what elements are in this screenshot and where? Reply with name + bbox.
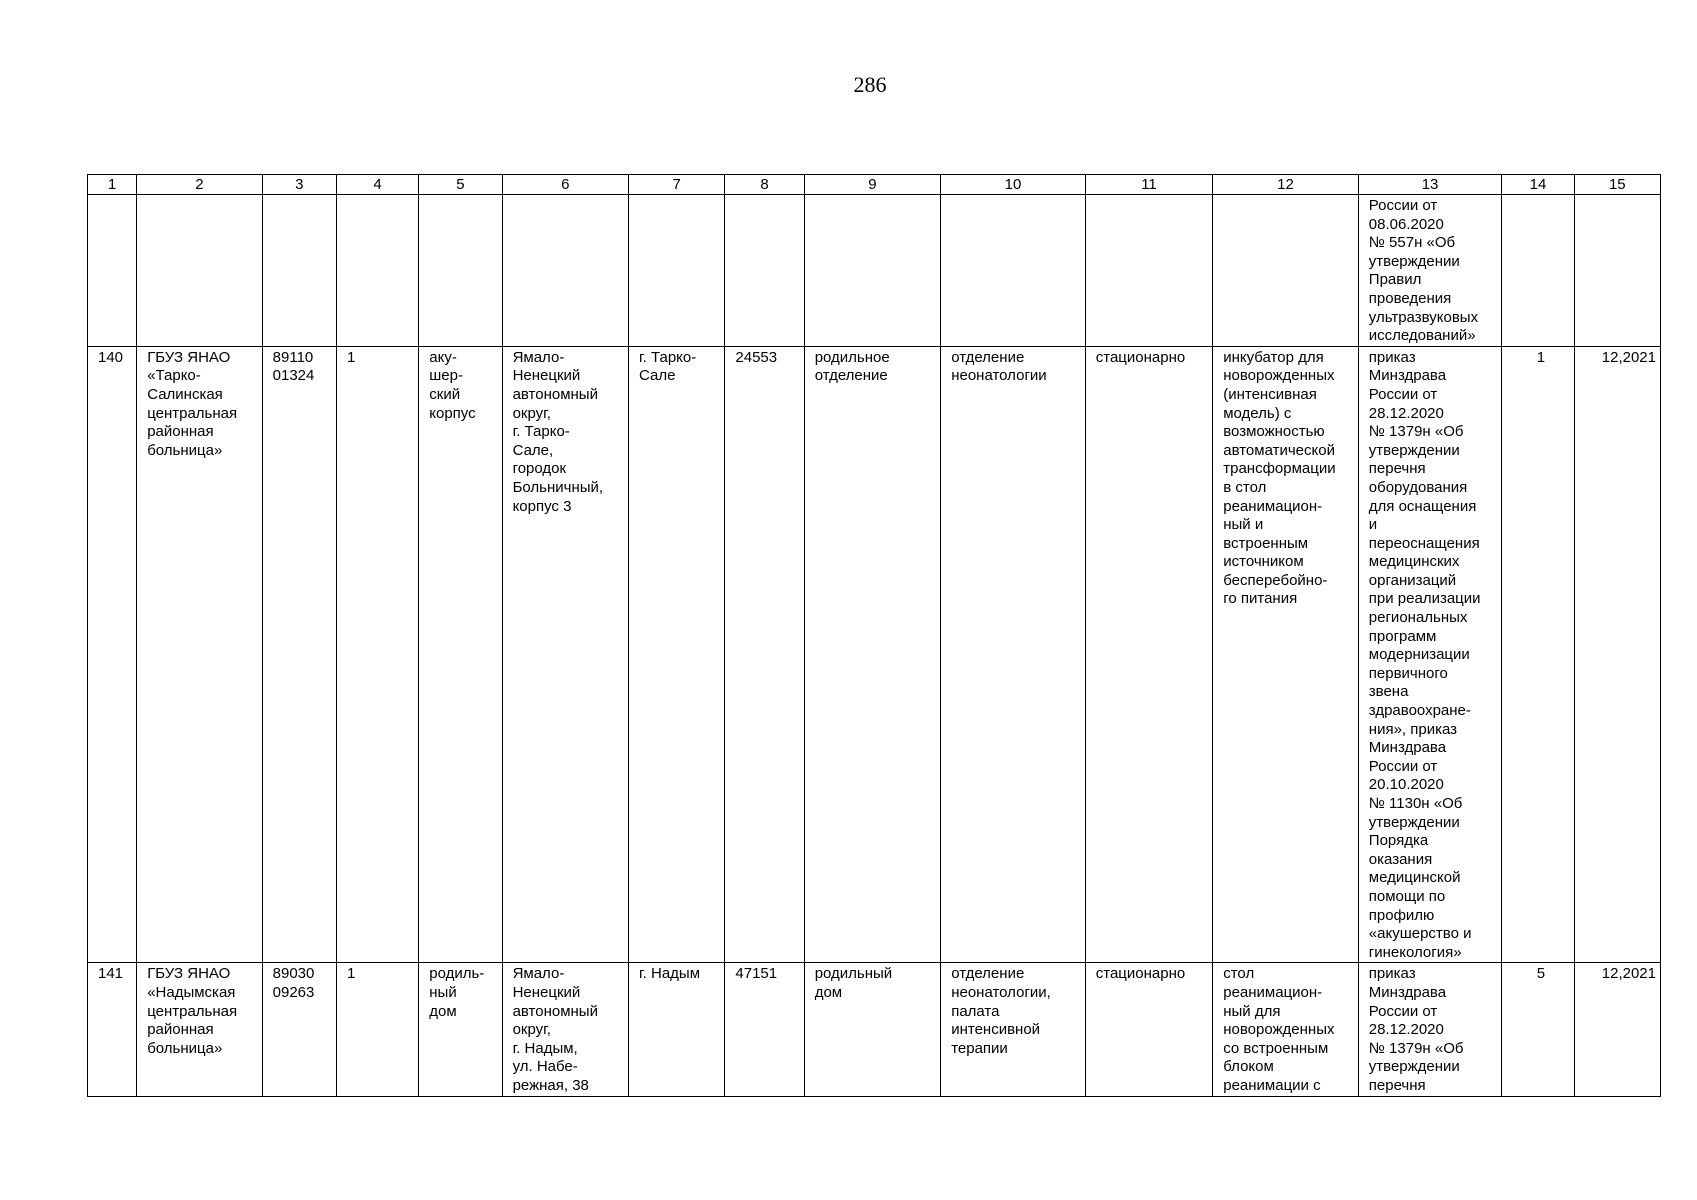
cell-text-line: реанимации с (1223, 1076, 1321, 1094)
table-cell-col-4 (336, 346, 418, 963)
cell-text-line: 24553 (735, 348, 778, 366)
cell-text-line: ГБУЗ ЯНАО (147, 348, 231, 366)
column-header: 7 (629, 175, 725, 195)
cell-text-line: организаций (1368, 571, 1457, 589)
cell-text-line: приказ (1368, 965, 1416, 983)
table-cell-col-15 (1574, 346, 1660, 963)
cell-text-line: утверждении (1368, 441, 1460, 459)
table-cell-col-13 (1358, 346, 1502, 963)
cell-text-line: профилю (1368, 906, 1435, 924)
column-header: 1 (88, 175, 137, 195)
cell-text-line: медицинской (1368, 869, 1461, 887)
cell-text-line: 12,2021 (1601, 965, 1656, 983)
cell-text-line: отделение (951, 348, 1025, 366)
cell-text-line: 1 (346, 348, 356, 366)
cell-text-line: модернизации (1368, 646, 1470, 664)
cell-text-line: неонатологии, (951, 983, 1051, 1001)
table-cell-col-6 (502, 963, 628, 1096)
table-row (88, 963, 1661, 1096)
cell-text-line: ния», приказ (1368, 720, 1458, 738)
cell-text-line: автономный (512, 385, 598, 403)
cell-text-line: автономный (512, 1002, 598, 1020)
column-header: 4 (336, 175, 418, 195)
table-cell-col-4 (336, 195, 418, 347)
cell-text-line: Минздрава (1368, 739, 1447, 757)
cell-text-line: неонатологии (951, 367, 1047, 385)
table-cell-col-12 (1213, 346, 1359, 963)
table-row (88, 195, 1661, 347)
cell-text-line: 20.10.2020 (1368, 776, 1444, 794)
cell-text-line: программ (1368, 627, 1437, 645)
table-cell-col-10 (941, 346, 1086, 963)
table-cell-col-12 (1213, 963, 1359, 1096)
cell-text-line: 141 (98, 965, 124, 983)
cell-text-line: центральная (147, 404, 238, 422)
cell-text-line: региональных (1368, 609, 1468, 627)
cell-text-line: отделение (814, 367, 888, 385)
column-header: 13 (1358, 175, 1502, 195)
cell-text-line: родильный (814, 965, 893, 983)
cell-text-line: утверждении (1368, 1058, 1460, 1076)
table-cell-col-13 (1358, 963, 1502, 1096)
cell-text-line: встроенным (1223, 534, 1309, 552)
cell-text-line: районная (147, 1021, 214, 1039)
cell-text-line: модель) с (1223, 404, 1292, 422)
table-cell-col-6 (502, 195, 628, 347)
cell-text-line: Минздрава (1368, 367, 1447, 385)
cell-text-line: городок (512, 460, 567, 478)
cell-text-line: со встроенным (1223, 1039, 1329, 1057)
cell-text-line: 28.12.2020 (1368, 1021, 1444, 1039)
cell-text-line: блоком (1223, 1058, 1274, 1076)
cell-text-line: районная (147, 423, 214, 441)
cell-text-line: № 1130н «Об (1368, 795, 1463, 812)
cell-text-line: проведения (1368, 289, 1452, 307)
cell-text-line: 12,2021 (1601, 348, 1656, 366)
column-header: 6 (502, 175, 628, 195)
cell-text-line: отделение (951, 965, 1025, 983)
table-cell-col-1 (88, 963, 137, 1096)
table-cell-col-15 (1574, 195, 1660, 347)
cell-text-line: корпус (429, 404, 476, 422)
cell-text-line: реанимацион- (1223, 497, 1323, 515)
cell-text-line: Сале (639, 367, 676, 385)
cell-text-line: 1 (1536, 348, 1546, 366)
cell-text-line: ный (429, 983, 457, 1001)
column-number-header-row (88, 175, 1661, 195)
cell-text-line: г. Надым, (512, 1039, 578, 1057)
cell-text-line: больница» (147, 441, 223, 459)
cell-text-line: № 1379н «Об (1368, 1039, 1464, 1057)
table-cell-col-9 (804, 963, 941, 1096)
cell-text-line: палата (951, 1002, 1000, 1020)
table-cell-col-9 (804, 346, 941, 963)
cell-text-line: России от (1368, 757, 1438, 775)
cell-text-line: го питания (1223, 590, 1298, 608)
cell-text-line: России от (1368, 1002, 1438, 1020)
cell-text-line: стационарно (1095, 348, 1186, 366)
table-cell-col-3 (262, 195, 336, 347)
cell-text-line: дом (429, 1002, 457, 1020)
table-body (88, 195, 1661, 1097)
cell-text-line: режная, 38 (512, 1076, 589, 1094)
cell-text-line: бесперебойно- (1223, 571, 1328, 589)
cell-text-line: родильное (814, 348, 890, 366)
cell-text-line: перечня (1368, 460, 1426, 478)
cell-text-line: корпус 3 (512, 497, 572, 515)
cell-text-line: интенсивной (951, 1021, 1041, 1039)
cell-text-line: (интенсивная (1223, 385, 1317, 403)
cell-text-line: «Тарко- (147, 367, 201, 385)
column-header: 15 (1574, 175, 1660, 195)
cell-text-line: № 1379н «Об (1368, 423, 1464, 441)
table-cell-col-10 (941, 195, 1086, 347)
column-header: 12 (1213, 175, 1359, 195)
cell-text-line: утверждении (1368, 252, 1460, 270)
cell-text-line: «акушерство и (1368, 925, 1472, 943)
cell-text-line: шер- (429, 367, 463, 385)
cell-text-line: Минздрава (1368, 983, 1447, 1001)
column-header: 9 (804, 175, 941, 195)
table-cell-col-2 (137, 195, 262, 347)
cell-text-line: реанимацион- (1223, 983, 1323, 1001)
table-cell-col-8 (725, 195, 804, 347)
cell-text-line: 09263 (272, 983, 315, 1001)
cell-text-line: родиль- (429, 965, 485, 983)
cell-text-line: округ, (512, 404, 551, 422)
cell-text-line: 89110 (272, 348, 314, 366)
cell-text-line: 1 (346, 965, 356, 983)
cell-text-line: 08.06.2020 (1368, 215, 1444, 233)
cell-text-line: 01324 (272, 367, 315, 385)
table-cell-col-3 (262, 963, 336, 1096)
cell-text-line: возможностью (1223, 423, 1325, 441)
cell-text-line: новорожденных (1223, 367, 1335, 385)
table-cell-col-15 (1574, 963, 1660, 1096)
cell-text-line: и (1368, 516, 1378, 534)
table-cell-col-1 (88, 195, 137, 347)
table-cell-col-11 (1085, 346, 1212, 963)
cell-text-line: утверждении (1368, 813, 1460, 831)
table-cell-col-4 (336, 963, 418, 1096)
column-header: 2 (137, 175, 262, 195)
cell-text-line: России от (1368, 385, 1438, 403)
cell-text-line: трансформации (1223, 460, 1336, 478)
cell-text-line: г. Надым (639, 965, 701, 983)
cell-text-line: ный для (1223, 1002, 1281, 1020)
cell-text-line: приказ (1368, 348, 1416, 366)
table-cell-col-2 (137, 346, 262, 963)
cell-text-line: № 557н «Об (1368, 234, 1456, 252)
table-cell-col-7 (629, 195, 725, 347)
cell-text-line: стол (1223, 965, 1255, 983)
cell-text-line: Ямало- (512, 348, 565, 366)
cell-text-line: ул. Набе- (512, 1058, 578, 1076)
table-cell-col-11 (1085, 195, 1212, 347)
column-header: 3 (262, 175, 336, 195)
cell-text-line: Сале, (512, 441, 554, 459)
column-header: 8 (725, 175, 804, 195)
cell-text-line: новорожденных (1223, 1021, 1335, 1039)
table-cell-col-14 (1502, 963, 1574, 1096)
table-row (88, 346, 1661, 963)
cell-text-line: звена (1368, 683, 1409, 701)
cell-text-line: исследований» (1368, 327, 1476, 345)
table-cell-col-12 (1213, 195, 1359, 347)
cell-text-line: «Надымская (147, 983, 236, 1001)
cell-text-line: Правил (1368, 271, 1422, 289)
cell-text-line: оборудования (1368, 478, 1468, 496)
table-cell-col-1 (88, 346, 137, 963)
table-cell-col-10 (941, 963, 1086, 1096)
table-cell-col-7 (629, 963, 725, 1096)
cell-text-line: в стол (1223, 478, 1267, 496)
cell-text-line: аку- (429, 348, 457, 366)
cell-text-line: центральная (147, 1002, 238, 1020)
cell-text-line: при реализации (1368, 590, 1481, 608)
table-cell-col-8 (725, 346, 804, 963)
column-header: 14 (1502, 175, 1574, 195)
cell-text-line: инкубатор для (1223, 348, 1324, 366)
cell-text-line: Салинская (147, 385, 223, 403)
cell-text-line: оказания (1368, 850, 1433, 868)
cell-text-line: Ненецкий (512, 983, 581, 1001)
cell-text-line: больница» (147, 1039, 223, 1057)
table-cell-col-14 (1502, 346, 1574, 963)
cell-text-line: ультразвуковых (1368, 308, 1479, 326)
cell-text-line: помощи по (1368, 887, 1446, 905)
cell-text-line: гинекология» (1368, 943, 1462, 961)
cell-text-line: ГБУЗ ЯНАО (147, 965, 231, 983)
table-cell-col-6 (502, 346, 628, 963)
table-cell-col-13 (1358, 195, 1502, 347)
cell-text-line: 28.12.2020 (1368, 404, 1444, 422)
column-header: 5 (419, 175, 502, 195)
cell-text-line: г. Тарко- (639, 348, 697, 366)
table-cell-col-2 (137, 963, 262, 1096)
table-cell-col-5 (419, 195, 502, 347)
table-cell-col-7 (629, 346, 725, 963)
cell-text-line: Больничный, (512, 478, 604, 496)
table-cell-col-3 (262, 346, 336, 963)
table-cell-col-5 (419, 346, 502, 963)
cell-text-line: автоматической (1223, 441, 1335, 459)
cell-text-line: здравоохране- (1368, 702, 1471, 720)
table-cell-col-8 (725, 963, 804, 1096)
table-cell-col-11 (1085, 963, 1212, 1096)
cell-text-line: Ненецкий (512, 367, 581, 385)
cell-text-line: округ, (512, 1021, 551, 1039)
cell-text-line: источником (1223, 553, 1304, 571)
cell-text-line: 47151 (735, 965, 778, 983)
cell-text-line: России от (1368, 197, 1438, 214)
cell-text-line: Ямало- (512, 965, 565, 983)
cell-text-line: терапии (951, 1039, 1008, 1057)
cell-text-line: дом (814, 983, 843, 1001)
column-header: 10 (941, 175, 1086, 195)
cell-text-line: 5 (1536, 965, 1546, 983)
cell-text-line: переоснащения (1368, 534, 1480, 552)
cell-text-line: медицинских (1368, 553, 1460, 571)
cell-text-line: для оснащения (1368, 497, 1477, 515)
cell-text-line: г. Тарко- (512, 423, 570, 441)
cell-text-line: перечня (1368, 1076, 1426, 1094)
table-cell-col-9 (804, 195, 941, 347)
cell-text-line: Порядка (1368, 832, 1429, 850)
equipment-register-table (87, 174, 1661, 1097)
column-header: 11 (1085, 175, 1212, 195)
cell-text-line: ский (429, 385, 461, 403)
page-number: 286 (853, 72, 887, 97)
cell-text-line: стационарно (1095, 965, 1186, 983)
table-cell-col-14 (1502, 195, 1574, 347)
cell-text-line: первичного (1368, 664, 1448, 682)
cell-text-line: 140 (98, 348, 124, 366)
cell-text-line: ный и (1223, 516, 1264, 534)
cell-text-line: 89030 (272, 965, 315, 983)
table-cell-col-5 (419, 963, 502, 1096)
